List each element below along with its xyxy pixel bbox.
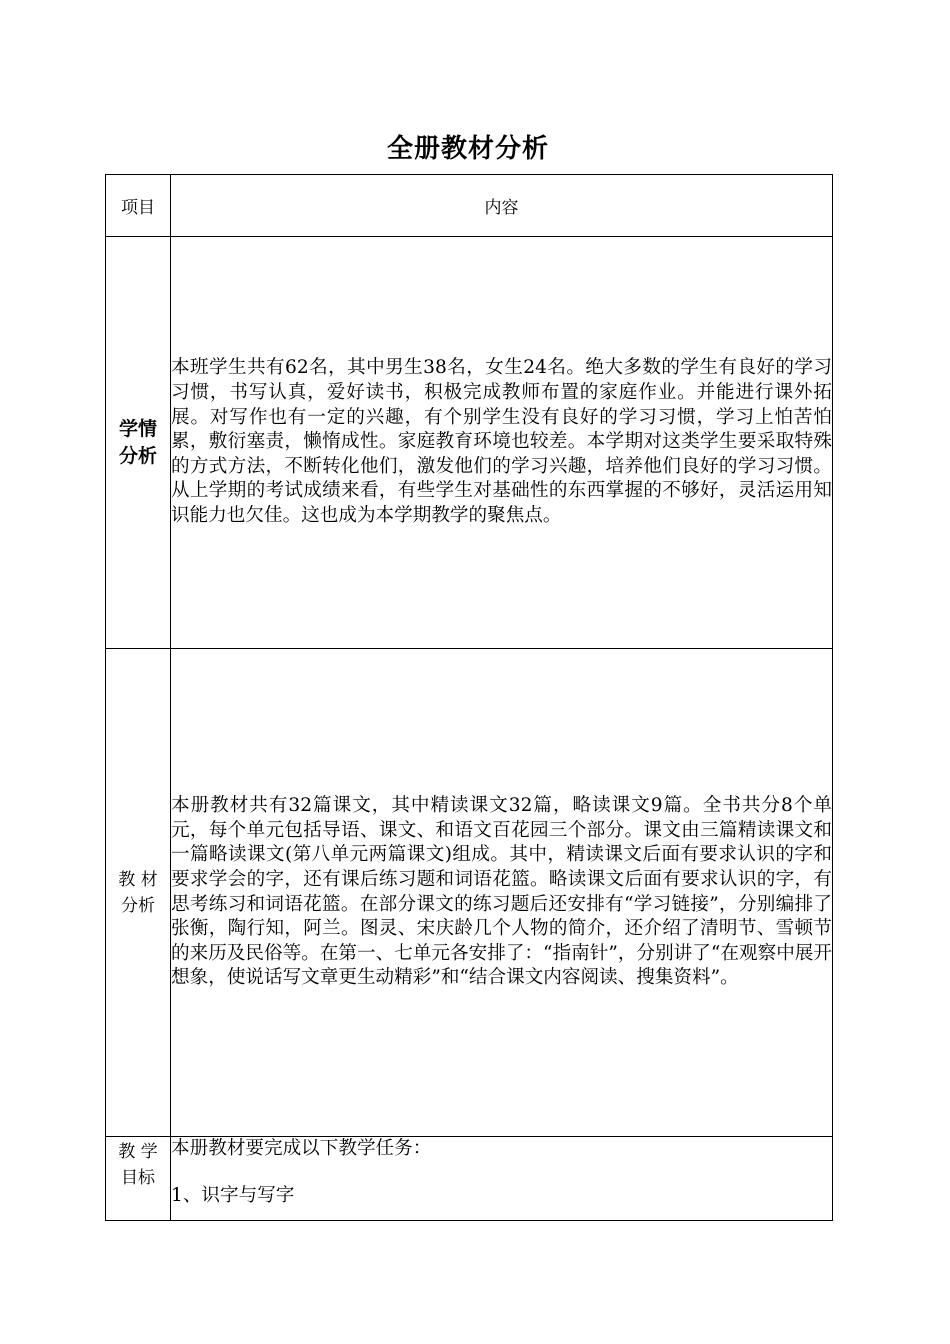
row-label-line2: 分析 [121,895,155,916]
paragraph-gap [171,1162,832,1184]
table-row-student-analysis [106,237,833,649]
header-item-cell: 项目 [106,175,171,237]
row-label-line2: 分析 [118,444,157,467]
row-label-line1: 学情 [118,417,157,440]
textbook-analysis-text: 本册教材共有32篇课文，其中精读课文32篇，略读课文9篇。全书共分8个单元，每个单元包括导语、课文、和语文百花园三个部分。课文由三篇精读课文和一篇略读课文(第八单元两篇课文)组成。其中，精读课文后面有要求认识的字和要求学会的字，还有课后练习题和词语花篮。略读课文后面有要求认识的字，有思考练习和词语花篮。在部分课文的练习题后还安排有“学习链接”，分别编排了张衡，陶行知，阿兰。图灵、宋庆龄几个人物的简介，还介绍了清明节、雪顿节的来历及民俗等。在第一、七单元各安排了：“指南针”，分别讲了“在观察中展开想象，使说话写文章更生动精彩”和“结合课文内容阅读、搜集资料”。 [171,795,832,989]
header-content-cell: 内容 [171,175,833,237]
row-content-student-analysis [171,237,833,649]
row-label-student-analysis [106,237,171,649]
teaching-goals-item-1: 1、识字与写字 [171,1184,295,1206]
analysis-table [105,174,833,1221]
row-label-line1: 教 学 [118,1142,158,1162]
row-label-line1: 教 材 [118,869,158,890]
row-label-textbook-analysis [106,649,171,1137]
student-analysis-text: 本班学生共有62名，其中男生38名，女生24名。绝大多数的学生有良好的学习习惯，书写认真，爱好读书，积极完成教师布置的家庭作业。并能进行课外拓展。对写作也有一定的兴趣，有个别学生没有良好的学习习惯，学习上怕苦怕累，敷衍塞责，懒惰成性。家庭教育环境也较差。本学期对这类学生要采取特殊的方式方法，不断转化他们，激发他们的学习兴趣，培养他们良好的学习习惯。从上学期的考试成绩来看，有些学生对基础性的东西掌握的不够好，灵活运用知识能力也欠佳。这也成为本学期教学的聚焦点。 [171,357,832,526]
row-content-teaching-goals [171,1137,833,1221]
row-content-textbook-analysis [171,649,833,1137]
header-row [106,175,833,237]
row-label-teaching-goals [106,1137,171,1221]
row-label-line2: 目标 [121,1168,155,1188]
teaching-goals-intro: 本册教材要完成以下教学任务： [171,1138,432,1159]
table-row-textbook-analysis [106,649,833,1137]
table-row-teaching-goals [106,1137,833,1221]
document-title: 全册教材分析 [386,134,549,164]
